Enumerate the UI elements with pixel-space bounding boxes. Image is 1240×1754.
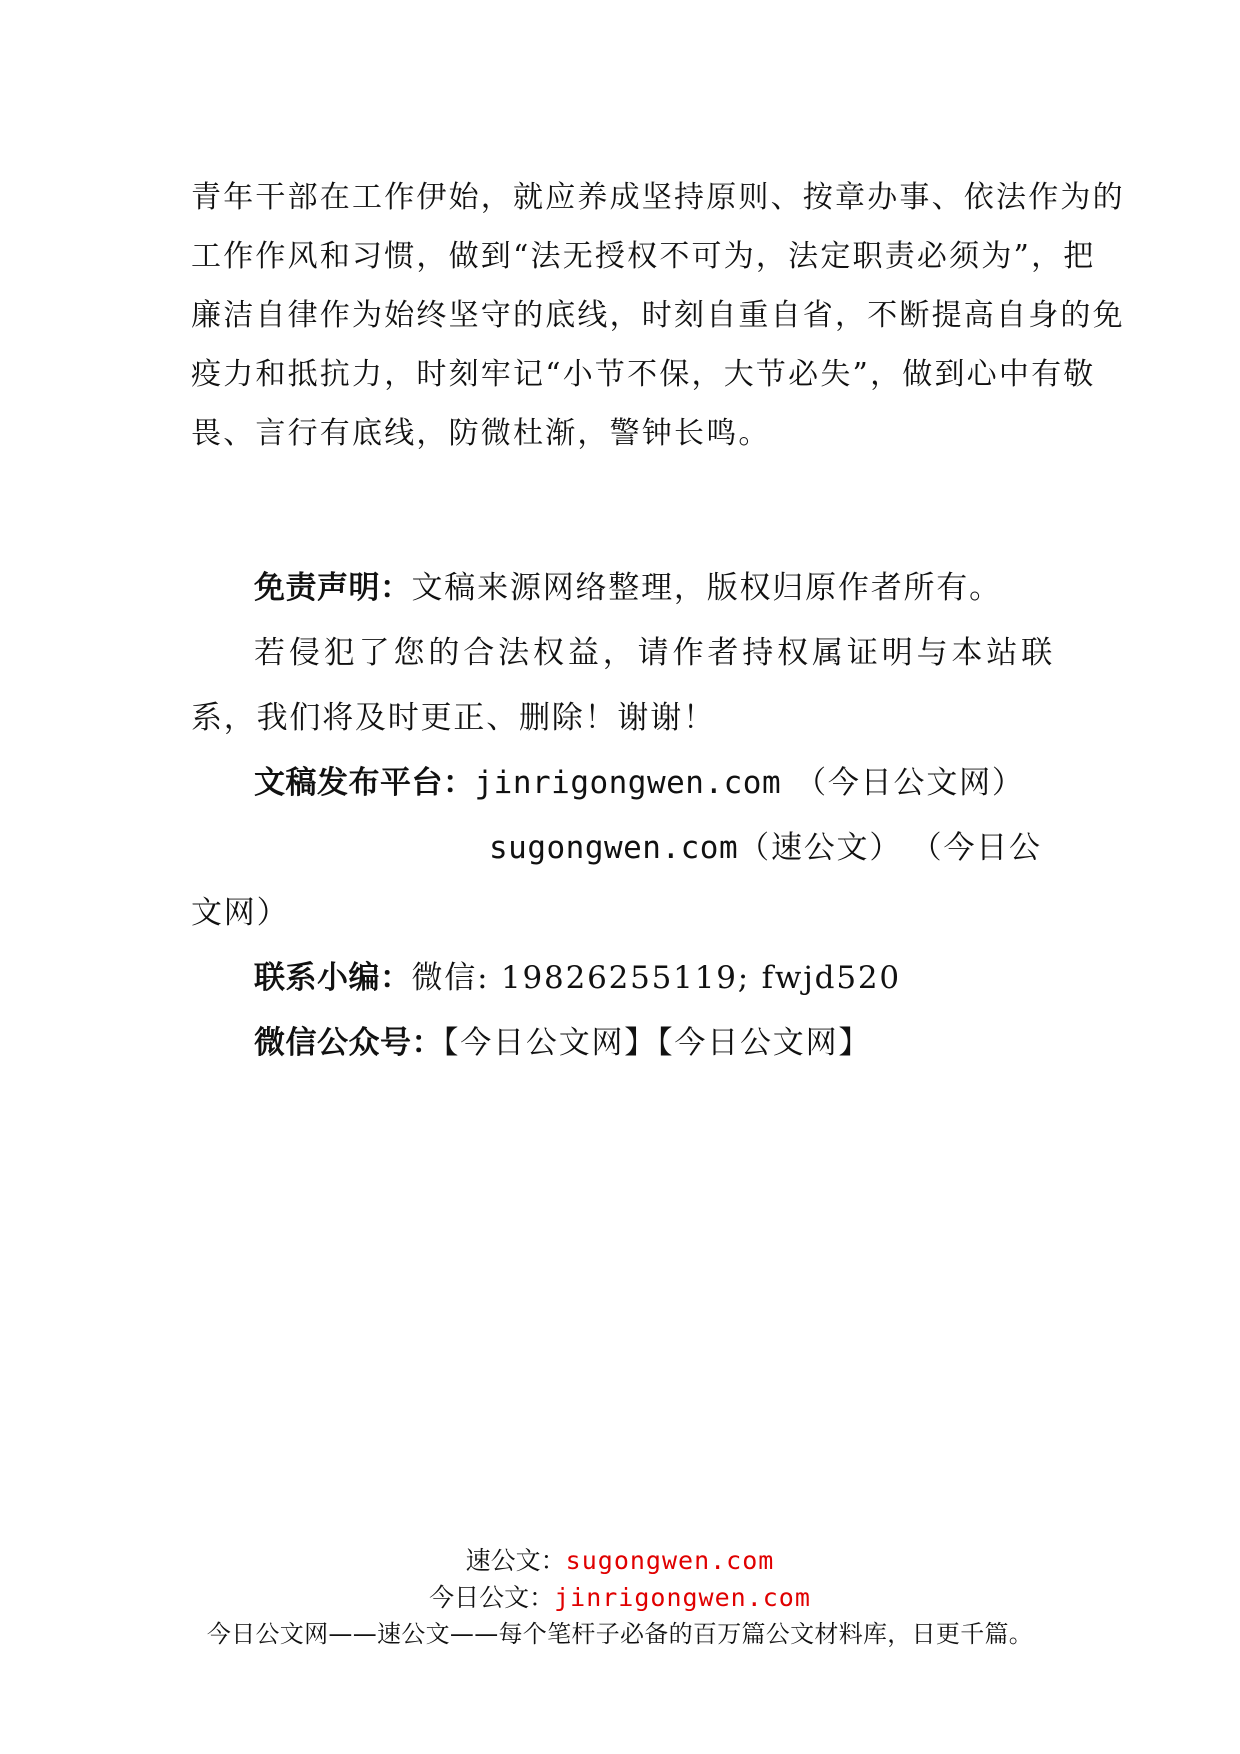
body-line-3: 廉洁自律作为始终坚守的底线，时刻自重自省，不断提高自身的免 — [191, 298, 1125, 333]
wechat-text: 【今日公文网】【今日公文网】 — [443, 1025, 872, 1061]
disclaimer-text: 文稿来源网络整理，版权归原作者所有。 — [411, 570, 1002, 606]
platform-url2-note: （速公文） — [738, 830, 903, 866]
footer-sugongwen — [0, 1544, 1240, 1578]
footer-sugongwen-link[interactable]: sugongwen.com — [565, 1546, 775, 1575]
disclaimer-line — [254, 567, 1002, 609]
contact-text: 微信: 19826255119; fwjd520 — [411, 960, 901, 996]
platform-line-3: 文网） — [191, 895, 290, 931]
disclaimer-label: 免责声明： — [254, 570, 412, 606]
platform-line — [254, 762, 1025, 804]
platform-url-jinrigongwen[interactable]: jinrigongwen.com — [474, 765, 782, 801]
footer-sugongwen-label: 速公文： — [465, 1546, 566, 1575]
platform-label: 文稿发布平台： — [254, 765, 475, 801]
platform-url2-extra: （今日公 — [926, 830, 1042, 866]
wechat-line — [254, 1022, 871, 1064]
footer-jinrigongwen-link[interactable]: jinrigongwen.com — [554, 1583, 811, 1612]
disclaimer-line-2: 若侵犯了您的合法权益，请作者持权属证明与本站联 — [254, 635, 1054, 671]
platform-url1-note: （今日公文网） — [795, 765, 1025, 801]
body-line-2: 工作作风和习惯，做到“法无授权不可为，法定职责必须为”，把 — [191, 239, 1096, 274]
body-line-1: 青年干部在工作伊始，就应养成坚持原则、按章办事、依法作为的 — [191, 180, 1125, 215]
platform-url-sugongwen[interactable]: sugongwen.com — [489, 830, 739, 866]
footer-jinrigongwen-label: 今日公文： — [429, 1583, 555, 1612]
footer-tagline: 今日公文网——速公文——每个笔杆子必备的百万篇公文材料库，日更千篇。 — [206, 1620, 1034, 1648]
wechat-label: 微信公众号： — [254, 1025, 443, 1061]
body-line-4: 疫力和抵抗力，时刻牢记“小节不保，大节必失”，做到心中有敬 — [191, 357, 1096, 392]
disclaimer-line-3: 系，我们将及时更正、删除！谢谢！ — [191, 700, 716, 736]
body-line-5: 畏、言行有底线，防微杜渐，警钟长鸣。 — [191, 416, 771, 451]
contact-line — [254, 957, 901, 999]
footer-jinrigongwen — [0, 1581, 1240, 1615]
platform-line-2 — [489, 827, 1042, 869]
contact-label: 联系小编： — [254, 960, 412, 996]
